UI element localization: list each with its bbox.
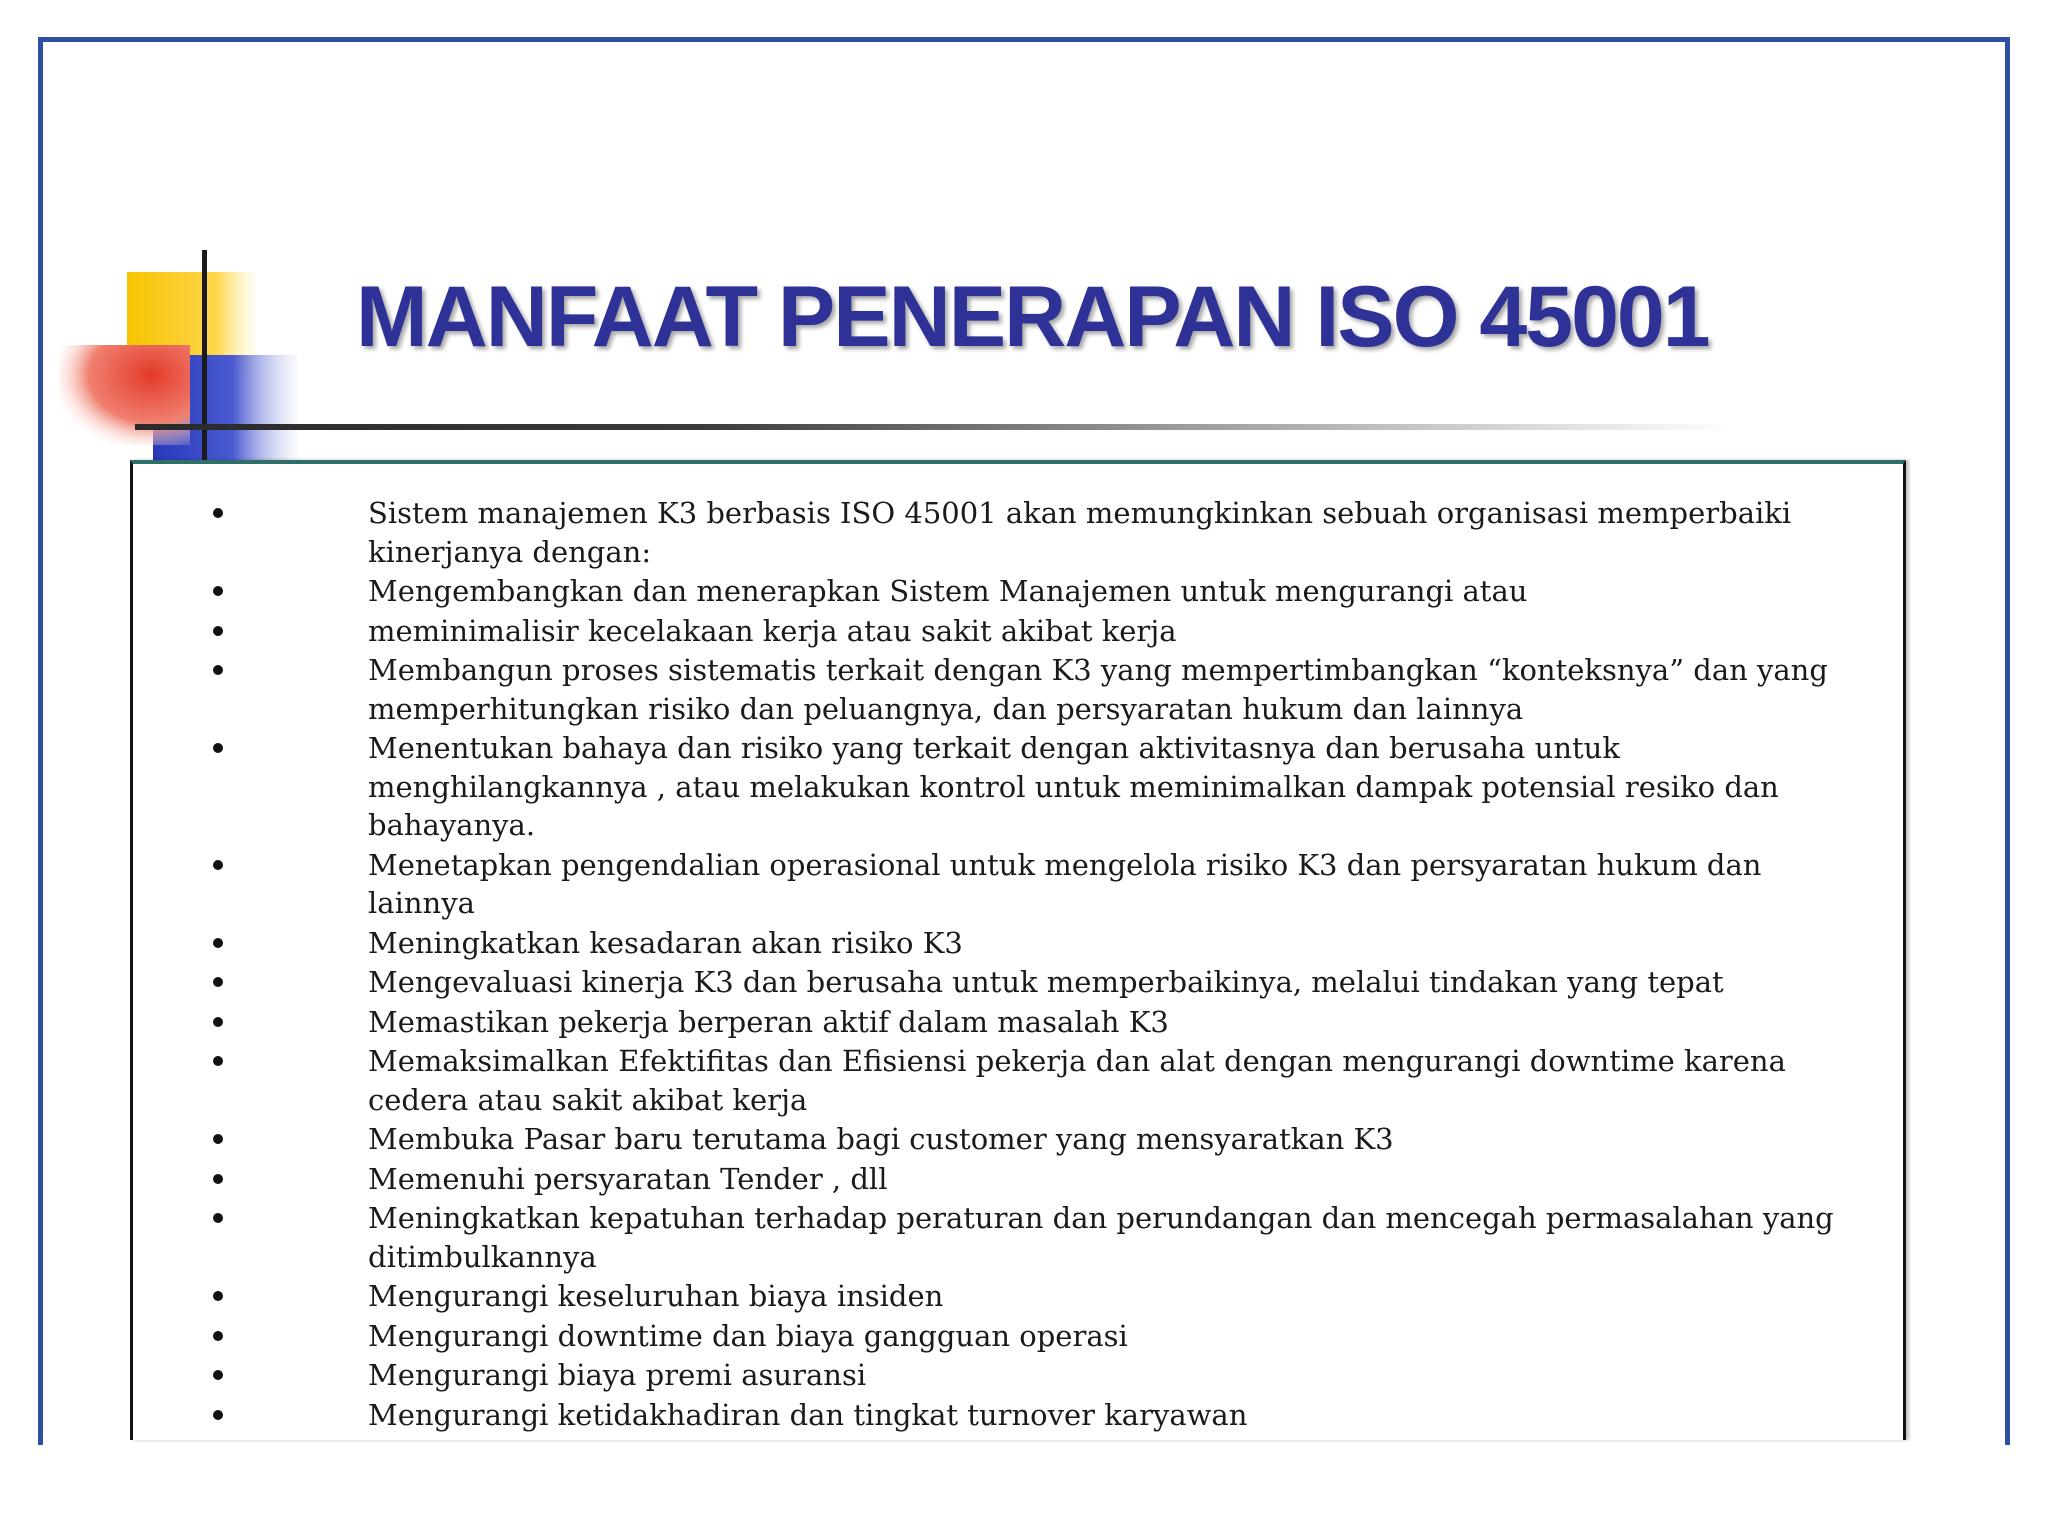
list-item: [213, 572, 1873, 611]
list-item: [213, 1003, 1873, 1042]
bullet-icon: [213, 1017, 223, 1027]
title-decoration: [0, 0, 330, 480]
list-item: [213, 612, 1873, 651]
list-item: [213, 729, 1873, 845]
bullet-icon: [213, 626, 223, 636]
bullet-icon: [213, 1291, 223, 1301]
bullet-icon: [213, 1134, 223, 1144]
list-item: [213, 1277, 1873, 1316]
benefit-list: [213, 494, 1873, 1435]
list-item-text: Meningkatkan kepatuhan terhadap peraturan dan perundangan dan mencegah permasalahan yang ditimbulkannya: [368, 1201, 1834, 1274]
list-item-text: Mengurangi keseluruhan biaya insiden: [368, 1279, 944, 1313]
decor-vertical-line: [202, 250, 207, 468]
list-item-text: Meningkatkan kesadaran akan risiko K3: [368, 925, 963, 960]
decor-red-square: [60, 345, 190, 445]
bullet-icon: [213, 1056, 223, 1066]
title-underline: [135, 424, 1735, 430]
list-item-text: Membangun proses sistematis terkait dengan K3 yang mempertimbangkan “konteksnya” dan yang memperhitungkan risiko dan peluangnya, dan persyaratan hukum dan lainnya: [368, 653, 1828, 726]
bullet-icon: [213, 1174, 223, 1184]
bullet-icon: [213, 508, 223, 518]
list-item: [213, 1042, 1873, 1119]
list-item: [213, 846, 1873, 923]
list-item: [213, 1120, 1873, 1159]
list-item: [213, 1356, 1873, 1395]
bullet-icon: [213, 1410, 223, 1420]
list-item-text: Menentukan bahaya dan risiko yang terkait dengan aktivitasnya dan berusaha untuk menghilangkannya , atau melakukan kontrol untuk meminimalkan dampak potensial resiko dan bahayanya.: [368, 731, 1779, 842]
list-item-text: Menetapkan pengendalian operasional untuk mengelola risiko K3 dan persyaratan hukum dan lainnya: [368, 847, 1762, 920]
list-item: [213, 963, 1873, 1002]
list-item: [213, 494, 1873, 571]
bullet-icon: [213, 860, 223, 870]
list-item: [213, 1317, 1873, 1356]
list-item-text: Memastikan pekerja berperan aktif dalam masalah K3: [368, 1004, 1169, 1039]
bullet-icon: [213, 1331, 223, 1341]
list-item: [213, 924, 1873, 963]
bullet-icon: [213, 1370, 223, 1380]
list-item: [213, 1160, 1873, 1199]
list-item-text: Mengurangi biaya premi asuransi: [368, 1358, 867, 1392]
list-item-text: Mengembangkan dan menerapkan Sistem Manajemen untuk mengurangi atau: [368, 574, 1528, 608]
bullet-icon: [213, 977, 223, 987]
list-item-text: Membuka Pasar baru terutama bagi customer yang mensyaratkan K3: [368, 1122, 1394, 1156]
list-item-text: Memaksimalkan Efektifitas dan Efisiensi pekerja dan alat dengan mengurangi downtime karena cedera atau sakit akibat kerja: [368, 1044, 1786, 1117]
bullet-icon: [213, 938, 223, 948]
bullet-icon: [213, 743, 223, 753]
list-item: [213, 651, 1873, 728]
list-item: [213, 1199, 1873, 1276]
list-item-text: Mengurangi downtime dan biaya gangguan operasi: [368, 1318, 1128, 1353]
slide-title: MANFAAT PENERAPAN ISO 45001: [356, 269, 1709, 365]
list-item-text: Mengurangi ketidakhadiran dan tingkat turnover karyawan: [368, 1397, 1248, 1432]
content-box: [130, 460, 1906, 1440]
bullet-icon: [213, 665, 223, 675]
list-item: [213, 1396, 1873, 1435]
bullet-icon: [213, 1213, 223, 1223]
list-item-text: Mengevaluasi kinerja K3 dan berusaha untuk memperbaikinya, melalui tindakan yang tepat: [368, 965, 1724, 999]
list-item-text: meminimalisir kecelakaan kerja atau sakit akibat kerja: [368, 613, 1177, 648]
list-item-text: Memenuhi persyaratan Tender , dll: [368, 1161, 888, 1196]
list-item-text: Sistem manajemen K3 berbasis ISO 45001 akan memungkinkan sebuah organisasi memperbaiki kinerjanya dengan:: [368, 496, 1792, 569]
bullet-icon: [213, 586, 223, 596]
bottom-blank-area: [0, 1445, 2048, 1537]
